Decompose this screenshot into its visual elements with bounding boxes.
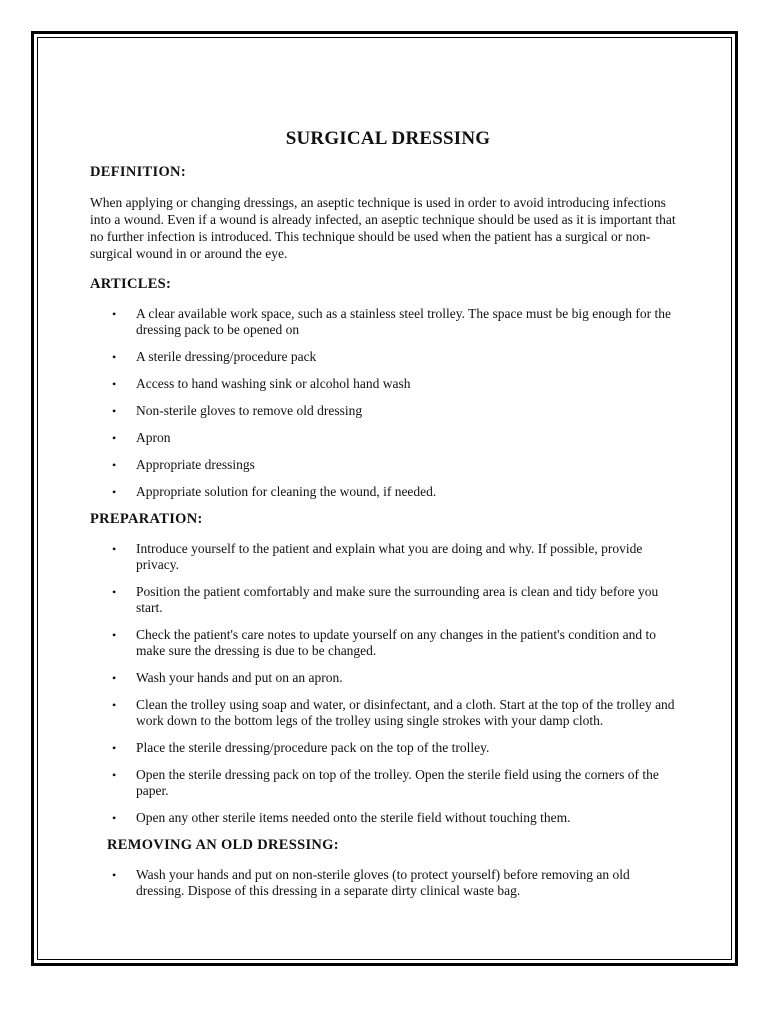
list-item bbox=[90, 430, 680, 446]
definition-text: When applying or changing dressings, an aseptic technique is used in order to avoid introducing infections into a wound. Even if a wound is already infected, an aseptic technique should be used as it is important that no further infection is introduced. This technique should be used when the patient has a surgical or non-surgical wound in or around the eye. bbox=[90, 195, 676, 261]
list-item-text: Access to hand washing sink or alcohol hand wash bbox=[136, 376, 411, 391]
list-item-text: Open the sterile dressing pack on top of the trolley. Open the sterile field using the corners of the paper. bbox=[136, 767, 659, 798]
bullet-icon: • bbox=[112, 671, 117, 685]
definition-heading: DEFINITION: bbox=[90, 164, 186, 180]
list-item-text: Clean the trolley using soap and water, or disinfectant, and a cloth. Start at the top of the trolley and work down to the bottom legs of the trolley using single strokes with your damp cloth. bbox=[136, 697, 675, 728]
list-item-text: Non-sterile gloves to remove old dressing bbox=[136, 403, 363, 418]
preparation-heading: PREPARATION: bbox=[90, 511, 203, 527]
bullet-icon: • bbox=[112, 404, 117, 418]
list-item-text: Wash your hands and put on an apron. bbox=[136, 670, 343, 685]
list-item bbox=[90, 810, 680, 826]
list-item bbox=[90, 349, 680, 365]
list-item bbox=[90, 541, 680, 573]
list-item-text: Open any other sterile items needed onto the sterile field without touching them. bbox=[136, 810, 571, 825]
list-item-text: Appropriate dressings bbox=[136, 457, 255, 472]
list-item bbox=[90, 697, 680, 729]
document-title: SURGICAL DRESSING bbox=[285, 128, 491, 149]
list-item bbox=[90, 627, 680, 659]
bullet-icon: • bbox=[112, 431, 117, 445]
bullet-icon: • bbox=[112, 768, 117, 782]
bullet-icon: • bbox=[112, 458, 117, 472]
list-item bbox=[90, 376, 680, 392]
list-item-text: Apron bbox=[136, 430, 171, 445]
list-item bbox=[90, 484, 680, 500]
list-item bbox=[90, 670, 680, 686]
list-item-text: A clear available work space, such as a stainless steel trolley. The space must be big enough for the dressing pack to be opened on bbox=[136, 306, 671, 337]
list-item-text: Position the patient comfortably and make sure the surrounding area is clean and tidy before you start. bbox=[136, 584, 659, 615]
list-item bbox=[90, 767, 680, 799]
removing-heading: REMOVING AN OLD DRESSING: bbox=[107, 837, 339, 853]
removing-list bbox=[90, 867, 680, 899]
bullet-icon: • bbox=[112, 377, 117, 391]
list-item bbox=[90, 457, 680, 473]
list-item-text: Check the patient's care notes to update yourself on any changes in the patient's condition and to make sure the dressing is due to be changed. bbox=[136, 627, 656, 658]
bullet-icon: • bbox=[112, 868, 117, 882]
bullet-icon: • bbox=[112, 485, 117, 499]
articles-heading: ARTICLES: bbox=[90, 276, 172, 292]
bullet-icon: • bbox=[112, 698, 117, 712]
list-item-text: Appropriate solution for cleaning the wound, if needed. bbox=[136, 484, 437, 499]
articles-list bbox=[90, 306, 680, 500]
bullet-icon: • bbox=[112, 628, 117, 642]
document-body bbox=[90, 128, 680, 910]
list-item bbox=[90, 584, 680, 616]
bullet-icon: • bbox=[112, 542, 117, 556]
list-item-text: A sterile dressing/procedure pack bbox=[136, 349, 317, 364]
bullet-icon: • bbox=[112, 811, 117, 825]
bullet-icon: • bbox=[112, 307, 117, 321]
list-item bbox=[90, 867, 680, 899]
list-item-text: Introduce yourself to the patient and explain what you are doing and why. If possible, provide privacy. bbox=[136, 541, 643, 572]
list-item-text: Place the sterile dressing/procedure pack on the top of the trolley. bbox=[136, 740, 490, 755]
bullet-icon: • bbox=[112, 741, 117, 755]
bullet-icon: • bbox=[112, 585, 117, 599]
bullet-icon: • bbox=[112, 350, 117, 364]
list-item bbox=[90, 306, 680, 338]
list-item-text: Wash your hands and put on non-sterile gloves (to protect yourself) before removing an old dressing. Dispose of this dressing in a separate dirty clinical waste bag. bbox=[136, 867, 630, 898]
preparation-list bbox=[90, 541, 680, 826]
list-item bbox=[90, 403, 680, 419]
list-item bbox=[90, 740, 680, 756]
